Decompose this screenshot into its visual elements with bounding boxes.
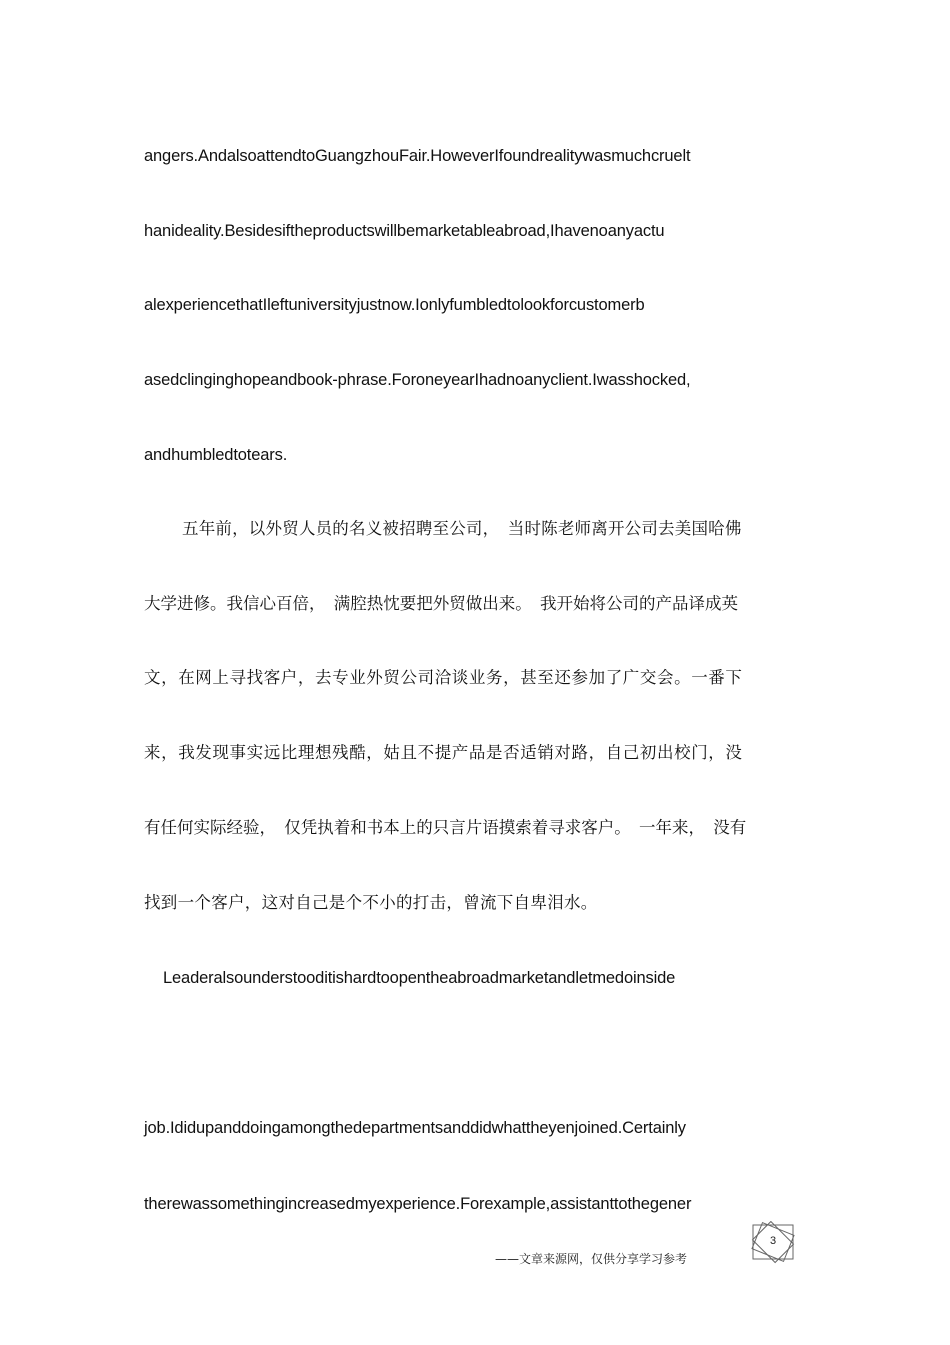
- paragraph-line: therewassomethingincreasedmyexperience.Forexample,assistanttothegener: [144, 1195, 692, 1213]
- paragraph-line: 文，在网上寻找客户，去专业外贸公司洽谈业务，甚至还参加了广交会。一番下: [144, 668, 743, 687]
- paragraph-line: andhumbledtotears.: [144, 446, 288, 464]
- paragraph-line: 找到一个客户，这对自己是个不小的打击，曾流下自卑泪水。: [144, 893, 598, 912]
- paragraph-line: job.Ididupanddoingamongthedepartmentsanddidwhattheyenjoined.Certainly: [144, 1119, 686, 1137]
- footer-source-text: ——文章来源网，仅供分享学习参考: [495, 1252, 688, 1266]
- paragraph-line: 来，我发现事实远比理想残酷，姑且不提产品是否适销对路，自己初出校门，没: [144, 743, 743, 762]
- paragraph-line: 五年前，以外贸人员的名义被招聘至公司， 当时陈老师离开公司去美国哈佛: [182, 519, 742, 538]
- page-number: 3: [769, 1235, 777, 1247]
- paragraph-line: Leaderalsounderstooditishardtoopentheabroadmarketandletmedoinside: [163, 969, 676, 987]
- paragraph-line: asedclinginghopeandbook-phrase.ForoneyearIhadnoanyclient.Iwasshocked,: [144, 371, 691, 389]
- paragraph-line: hanideality.Besidesiftheproductswillbemarketableabroad,Ihavenoanyactu: [144, 222, 665, 240]
- page-number-badge: [747, 1221, 799, 1265]
- paragraph-line: 大学进修。我信心百倍， 满腔热忱要把外贸做出来。 我开始将公司的产品译成英: [144, 594, 738, 613]
- paragraph-line: alexperiencethatIleftuniversityjustnow.Ionlyfumbledtolookforcustomerb: [144, 296, 645, 314]
- paragraph-line: angers.AndalsoattendtoGuangzhouFair.HoweverIfoundrealitywasmuchcruelt: [144, 147, 691, 165]
- paragraph-line: 有任何实际经验， 仅凭执着和书本上的只言片语摸索着寻求客户。 一年来， 没有: [144, 818, 747, 837]
